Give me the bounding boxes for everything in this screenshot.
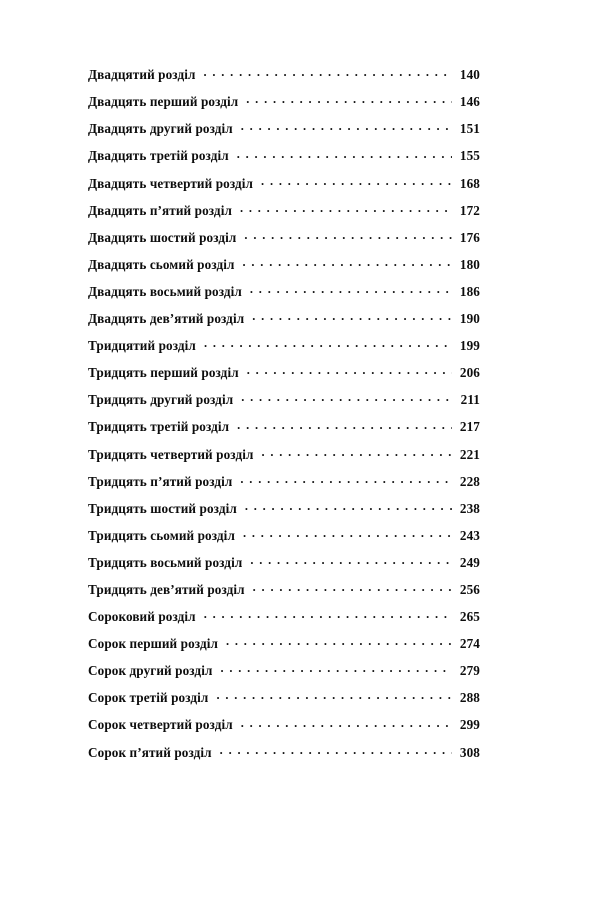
toc-entry-page-number: 243 xyxy=(459,527,480,543)
table-of-contents xyxy=(88,66,480,770)
toc-leader-dots xyxy=(204,66,453,79)
toc-entry-title: Двадцять сьомий розділ xyxy=(88,256,235,272)
toc-leader-dots xyxy=(247,364,452,377)
toc-entry-page-number: 180 xyxy=(459,256,480,272)
toc-leader-dots xyxy=(261,174,452,187)
toc-entry-title: Сорок четвертий розділ xyxy=(88,717,233,733)
toc-entry-title: Двадцять дев’ятий розділ xyxy=(88,311,245,327)
toc-entry[interactable] xyxy=(88,310,480,337)
toc-entry[interactable] xyxy=(88,635,480,662)
toc-entry-page-number: 228 xyxy=(459,473,480,489)
toc-entry-title: Сорок перший розділ xyxy=(88,636,218,652)
toc-entry-page-number: 238 xyxy=(459,500,480,516)
toc-entry[interactable] xyxy=(88,229,480,256)
toc-entry-title: Тридцять шостий розділ xyxy=(88,500,237,516)
toc-leader-dots xyxy=(241,716,452,729)
toc-leader-dots xyxy=(240,201,452,214)
toc-entry-title: Тридцять четвертий розділ xyxy=(88,446,254,462)
toc-leader-dots xyxy=(245,500,452,513)
toc-entry-title: Тридцять восьмий розділ xyxy=(88,554,243,570)
toc-entry[interactable] xyxy=(88,66,480,93)
toc-leader-dots xyxy=(241,120,452,133)
toc-entry-page-number: 217 xyxy=(459,419,480,435)
toc-leader-dots xyxy=(250,283,452,296)
toc-leader-dots xyxy=(226,635,452,648)
toc-entry[interactable] xyxy=(88,500,480,527)
toc-entry[interactable] xyxy=(88,662,480,689)
toc-entry-title: Двадцять шостий розділ xyxy=(88,229,237,245)
toc-entry-page-number: 265 xyxy=(459,609,480,625)
toc-entry[interactable] xyxy=(88,608,480,635)
toc-entry[interactable] xyxy=(88,689,480,716)
toc-entry-page-number: 176 xyxy=(459,229,480,245)
toc-entry[interactable] xyxy=(88,716,480,743)
toc-entry[interactable] xyxy=(88,472,480,499)
toc-entry[interactable] xyxy=(88,93,480,120)
toc-entry-page-number: 168 xyxy=(459,175,480,191)
toc-entry-title: Тридцять сьомий розділ xyxy=(88,527,235,543)
toc-entry[interactable] xyxy=(88,445,480,472)
toc-entry-page-number: 186 xyxy=(459,283,480,299)
toc-entry[interactable] xyxy=(88,337,480,364)
toc-entry[interactable] xyxy=(88,581,480,608)
toc-entry-title: Сорок третій розділ xyxy=(88,690,209,706)
toc-entry-title: Тридцятий розділ xyxy=(88,338,196,354)
toc-entry[interactable] xyxy=(88,120,480,147)
toc-entry-title: Тридцять третій розділ xyxy=(88,419,230,435)
toc-leader-dots xyxy=(220,662,452,675)
toc-entry-title: Тридцять дев’ятий розділ xyxy=(88,581,245,597)
toc-entry[interactable] xyxy=(88,256,480,283)
toc-entry[interactable] xyxy=(88,201,480,228)
toc-entry-page-number: 221 xyxy=(459,446,480,462)
toc-entry-page-number: 299 xyxy=(459,717,480,733)
toc-entry-page-number: 249 xyxy=(459,554,480,570)
toc-entry-page-number: 155 xyxy=(459,148,480,164)
toc-entry-page-number: 274 xyxy=(459,636,480,652)
toc-entry[interactable] xyxy=(88,527,480,554)
toc-entry-title: Двадцятий розділ xyxy=(88,67,196,83)
toc-entry[interactable] xyxy=(88,147,480,174)
toc-entry-title: Двадцять четвертий розділ xyxy=(88,175,254,191)
toc-entry[interactable] xyxy=(88,743,480,770)
toc-entry[interactable] xyxy=(88,418,480,445)
toc-entry[interactable] xyxy=(88,174,480,201)
toc-leader-dots xyxy=(244,229,452,242)
toc-entry-title: Двадцять восьмий розділ xyxy=(88,283,242,299)
toc-entry-page-number: 256 xyxy=(459,581,480,597)
toc-entry-page-number: 151 xyxy=(459,121,480,137)
toc-leader-dots xyxy=(240,472,452,485)
toc-entry-title: Тридцять перший розділ xyxy=(88,365,239,381)
toc-entry-title: Тридцять другий розділ xyxy=(88,392,234,408)
toc-entry-page-number: 190 xyxy=(459,311,480,327)
toc-entry-page-number: 288 xyxy=(459,690,480,706)
toc-entry-title: Двадцять третій розділ xyxy=(88,148,229,164)
toc-leader-dots xyxy=(241,391,452,404)
toc-leader-dots xyxy=(261,445,452,458)
toc-leader-dots xyxy=(253,581,452,594)
toc-entry[interactable] xyxy=(88,364,480,391)
toc-entry-page-number: 140 xyxy=(459,67,480,83)
toc-entry-title: Сорок п’ятий розділ xyxy=(88,744,212,760)
toc-entry-title: Двадцять перший розділ xyxy=(88,94,239,110)
toc-entry-page-number: 211 xyxy=(460,392,480,408)
toc-entry-title: Двадцять п’ятий розділ xyxy=(88,202,232,218)
toc-leader-dots xyxy=(237,418,452,431)
toc-entry-page-number: 146 xyxy=(459,94,480,110)
toc-entry[interactable] xyxy=(88,283,480,310)
toc-entry-page-number: 308 xyxy=(459,744,480,760)
toc-leader-dots xyxy=(252,310,452,323)
toc-leader-dots xyxy=(220,743,452,756)
toc-leader-dots xyxy=(204,337,452,350)
toc-entry[interactable] xyxy=(88,554,480,581)
toc-leader-dots xyxy=(246,93,452,106)
toc-leader-dots xyxy=(204,608,452,621)
toc-leader-dots xyxy=(237,147,452,160)
toc-entry-page-number: 199 xyxy=(459,338,480,354)
toc-entry-page-number: 206 xyxy=(459,365,480,381)
toc-entry-title: Тридцять п’ятий розділ xyxy=(88,473,233,489)
toc-entry-title: Сороковий розділ xyxy=(88,609,196,625)
toc-entry-title: Двадцять другий розділ xyxy=(88,121,233,137)
toc-entry[interactable] xyxy=(88,391,480,418)
toc-leader-dots xyxy=(250,554,452,567)
toc-entry-page-number: 172 xyxy=(459,202,480,218)
toc-leader-dots xyxy=(216,689,452,702)
toc-entry-title: Сорок другий розділ xyxy=(88,663,213,679)
toc-leader-dots xyxy=(243,527,452,540)
toc-leader-dots xyxy=(243,256,452,269)
toc-entry-page-number: 279 xyxy=(459,663,480,679)
